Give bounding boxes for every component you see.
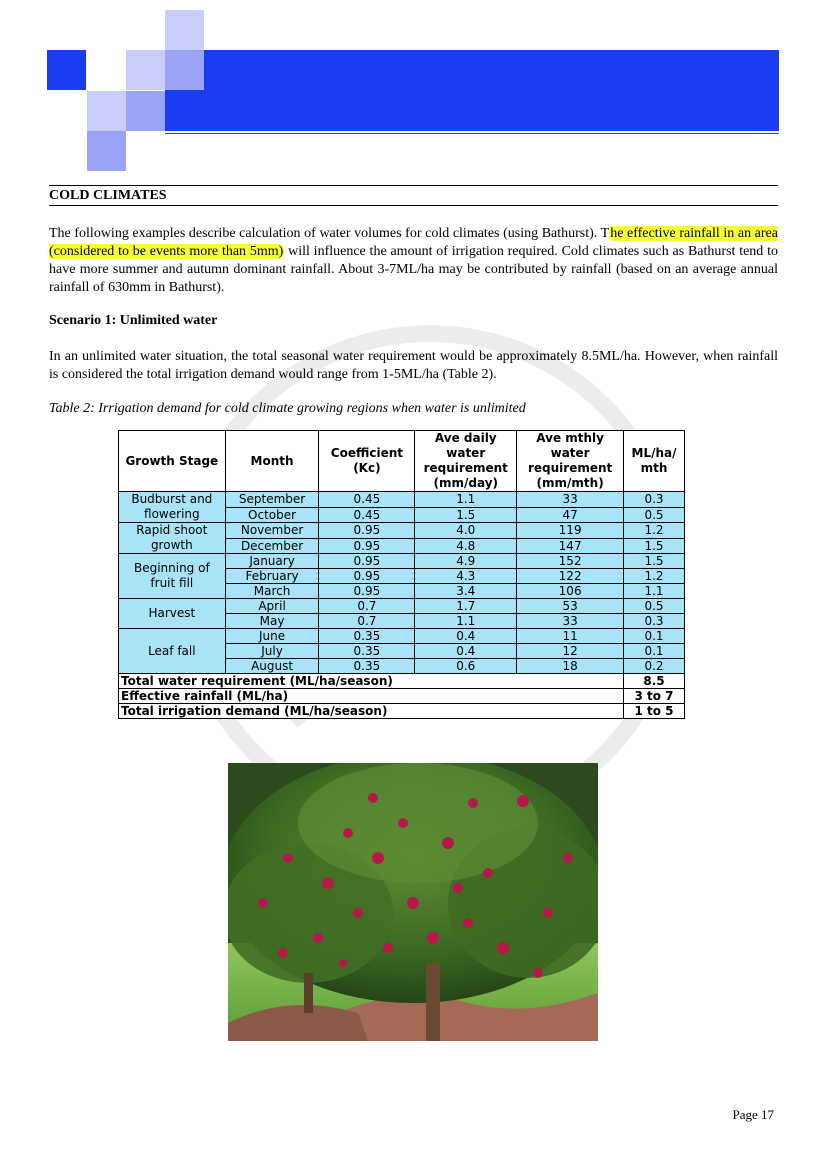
total-row (119, 689, 685, 704)
monthly-cell: 106 (517, 584, 624, 599)
daily-cell: 4.3 (415, 569, 517, 584)
mlha-cell: 0.1 (624, 629, 685, 644)
monthly-cell: 33 (517, 492, 624, 508)
daily-cell: 4.8 (415, 538, 517, 554)
mlha-cell: 1.1 (624, 584, 685, 599)
mlha-cell: 0.1 (624, 644, 685, 659)
stage-cell: Budburst and flowering (119, 492, 226, 523)
mlha-cell: 0.5 (624, 599, 685, 614)
header-square (87, 91, 126, 131)
daily-cell: 3.4 (415, 584, 517, 599)
table-row (119, 492, 685, 508)
kc-cell: 0.35 (319, 629, 415, 644)
monthly-cell: 11 (517, 629, 624, 644)
kc-cell: 0.7 (319, 614, 415, 629)
total-label: Effective rainfall (ML/ha) (119, 689, 624, 704)
daily-cell: 1.1 (415, 614, 517, 629)
col-header-monthly: Ave mthly water requirement (mm/mth) (517, 431, 624, 492)
monthly-cell: 47 (517, 507, 624, 523)
daily-cell: 1.7 (415, 599, 517, 614)
mlha-cell: 1.5 (624, 538, 685, 554)
mlha-cell: 0.5 (624, 507, 685, 523)
month-cell: May (225, 614, 319, 629)
kc-cell: 0.35 (319, 659, 415, 674)
intro-text-after: will influence the amount of irrigation required. Cold climates such as Bathurst tend to have more summer and autumn dominant rainfall. About 3-7ML/ha may be contributed by rainfall (based on an average annual rainfall of 630mm in Bathurst). (49, 244, 779, 295)
col-header-month: Month (225, 431, 319, 492)
kc-cell: 0.95 (319, 523, 415, 539)
header-square (165, 10, 204, 50)
header-square (47, 50, 86, 90)
mlha-cell: 1.5 (624, 554, 685, 569)
mlha-cell: 1.2 (624, 569, 685, 584)
mlha-cell: 0.3 (624, 492, 685, 508)
kc-cell: 0.95 (319, 554, 415, 569)
top-rule (49, 185, 778, 186)
monthly-cell: 53 (517, 599, 624, 614)
irrigation-table (118, 430, 685, 719)
header-square (87, 131, 126, 171)
month-cell: June (225, 629, 319, 644)
month-cell: February (225, 569, 319, 584)
daily-cell: 0.4 (415, 629, 517, 644)
month-cell: August (225, 659, 319, 674)
table-header-row (119, 431, 685, 492)
month-cell: October (225, 507, 319, 523)
col-header-stage: Growth Stage (119, 431, 226, 492)
month-cell: September (225, 492, 319, 508)
month-cell: July (225, 644, 319, 659)
month-cell: November (225, 523, 319, 539)
daily-cell: 4.9 (415, 554, 517, 569)
kc-cell: 0.45 (319, 507, 415, 523)
monthly-cell: 119 (517, 523, 624, 539)
daily-cell: 1.5 (415, 507, 517, 523)
stage-cell: Beginning of fruit fill (119, 554, 226, 599)
monthly-cell: 12 (517, 644, 624, 659)
kc-cell: 0.35 (319, 644, 415, 659)
month-cell: December (225, 538, 319, 554)
daily-cell: 0.6 (415, 659, 517, 674)
daily-cell: 4.0 (415, 523, 517, 539)
month-cell: January (225, 554, 319, 569)
mlha-cell: 0.2 (624, 659, 685, 674)
header-square (126, 91, 165, 131)
header-rule (165, 133, 779, 134)
table-row (119, 523, 685, 539)
col-header-mlha: ML/ha/ mth (624, 431, 685, 492)
scenario-paragraph: In an unlimited water situation, the total seasonal water requirement would be approximately 8.5ML/ha. However, when rainfall is considered the total irrigation demand would range from 1-5ML/ha (Table 2). (49, 349, 778, 382)
intro-text-before: The following examples describe calculation of water volumes for cold climates (using Bathurst). T (49, 226, 610, 241)
monthly-cell: 152 (517, 554, 624, 569)
monthly-cell: 33 (517, 614, 624, 629)
stage-cell: Harvest (119, 599, 226, 629)
daily-cell: 0.4 (415, 644, 517, 659)
total-row (119, 704, 685, 719)
daily-cell: 1.1 (415, 492, 517, 508)
page-number: Page 17 (732, 1107, 774, 1122)
month-cell: April (225, 599, 319, 614)
section-heading: COLD CLIMATES (49, 188, 167, 203)
kc-cell: 0.95 (319, 569, 415, 584)
intro-paragraph (49, 225, 778, 297)
monthly-cell: 122 (517, 569, 624, 584)
col-header-coefficient: Coefficient (Kc) (319, 431, 415, 492)
highlighted-text: he effective rainfall in an area (considered to be events more than 5mm) (49, 226, 778, 259)
heading-rule (49, 205, 778, 206)
kc-cell: 0.95 (319, 584, 415, 599)
header-square (126, 50, 165, 90)
col-header-daily: Ave daily water requirement (mm/day) (415, 431, 517, 492)
apple-tree-photo (228, 763, 598, 1041)
total-value: 3 to 7 (624, 689, 685, 704)
mlha-cell: 1.2 (624, 523, 685, 539)
total-value: 8.5 (624, 674, 685, 689)
stage-cell: Leaf fall (119, 629, 226, 674)
table-caption: Table 2: Irrigation demand for cold climate growing regions when water is unlimited (49, 401, 526, 416)
header-band (165, 50, 779, 131)
stage-cell: Rapid shoot growth (119, 523, 226, 554)
total-label: Total water requirement (ML/ha/season) (119, 674, 624, 689)
table-row (119, 599, 685, 614)
monthly-cell: 18 (517, 659, 624, 674)
header-square (165, 50, 204, 90)
total-label: Total irrigation demand (ML/ha/season) (119, 704, 624, 719)
total-row (119, 674, 685, 689)
kc-cell: 0.7 (319, 599, 415, 614)
total-value: 1 to 5 (624, 704, 685, 719)
monthly-cell: 147 (517, 538, 624, 554)
month-cell: March (225, 584, 319, 599)
kc-cell: 0.95 (319, 538, 415, 554)
table-row (119, 629, 685, 644)
kc-cell: 0.45 (319, 492, 415, 508)
scenario-heading: Scenario 1: Unlimited water (49, 313, 218, 328)
table-row (119, 554, 685, 569)
mlha-cell: 0.3 (624, 614, 685, 629)
